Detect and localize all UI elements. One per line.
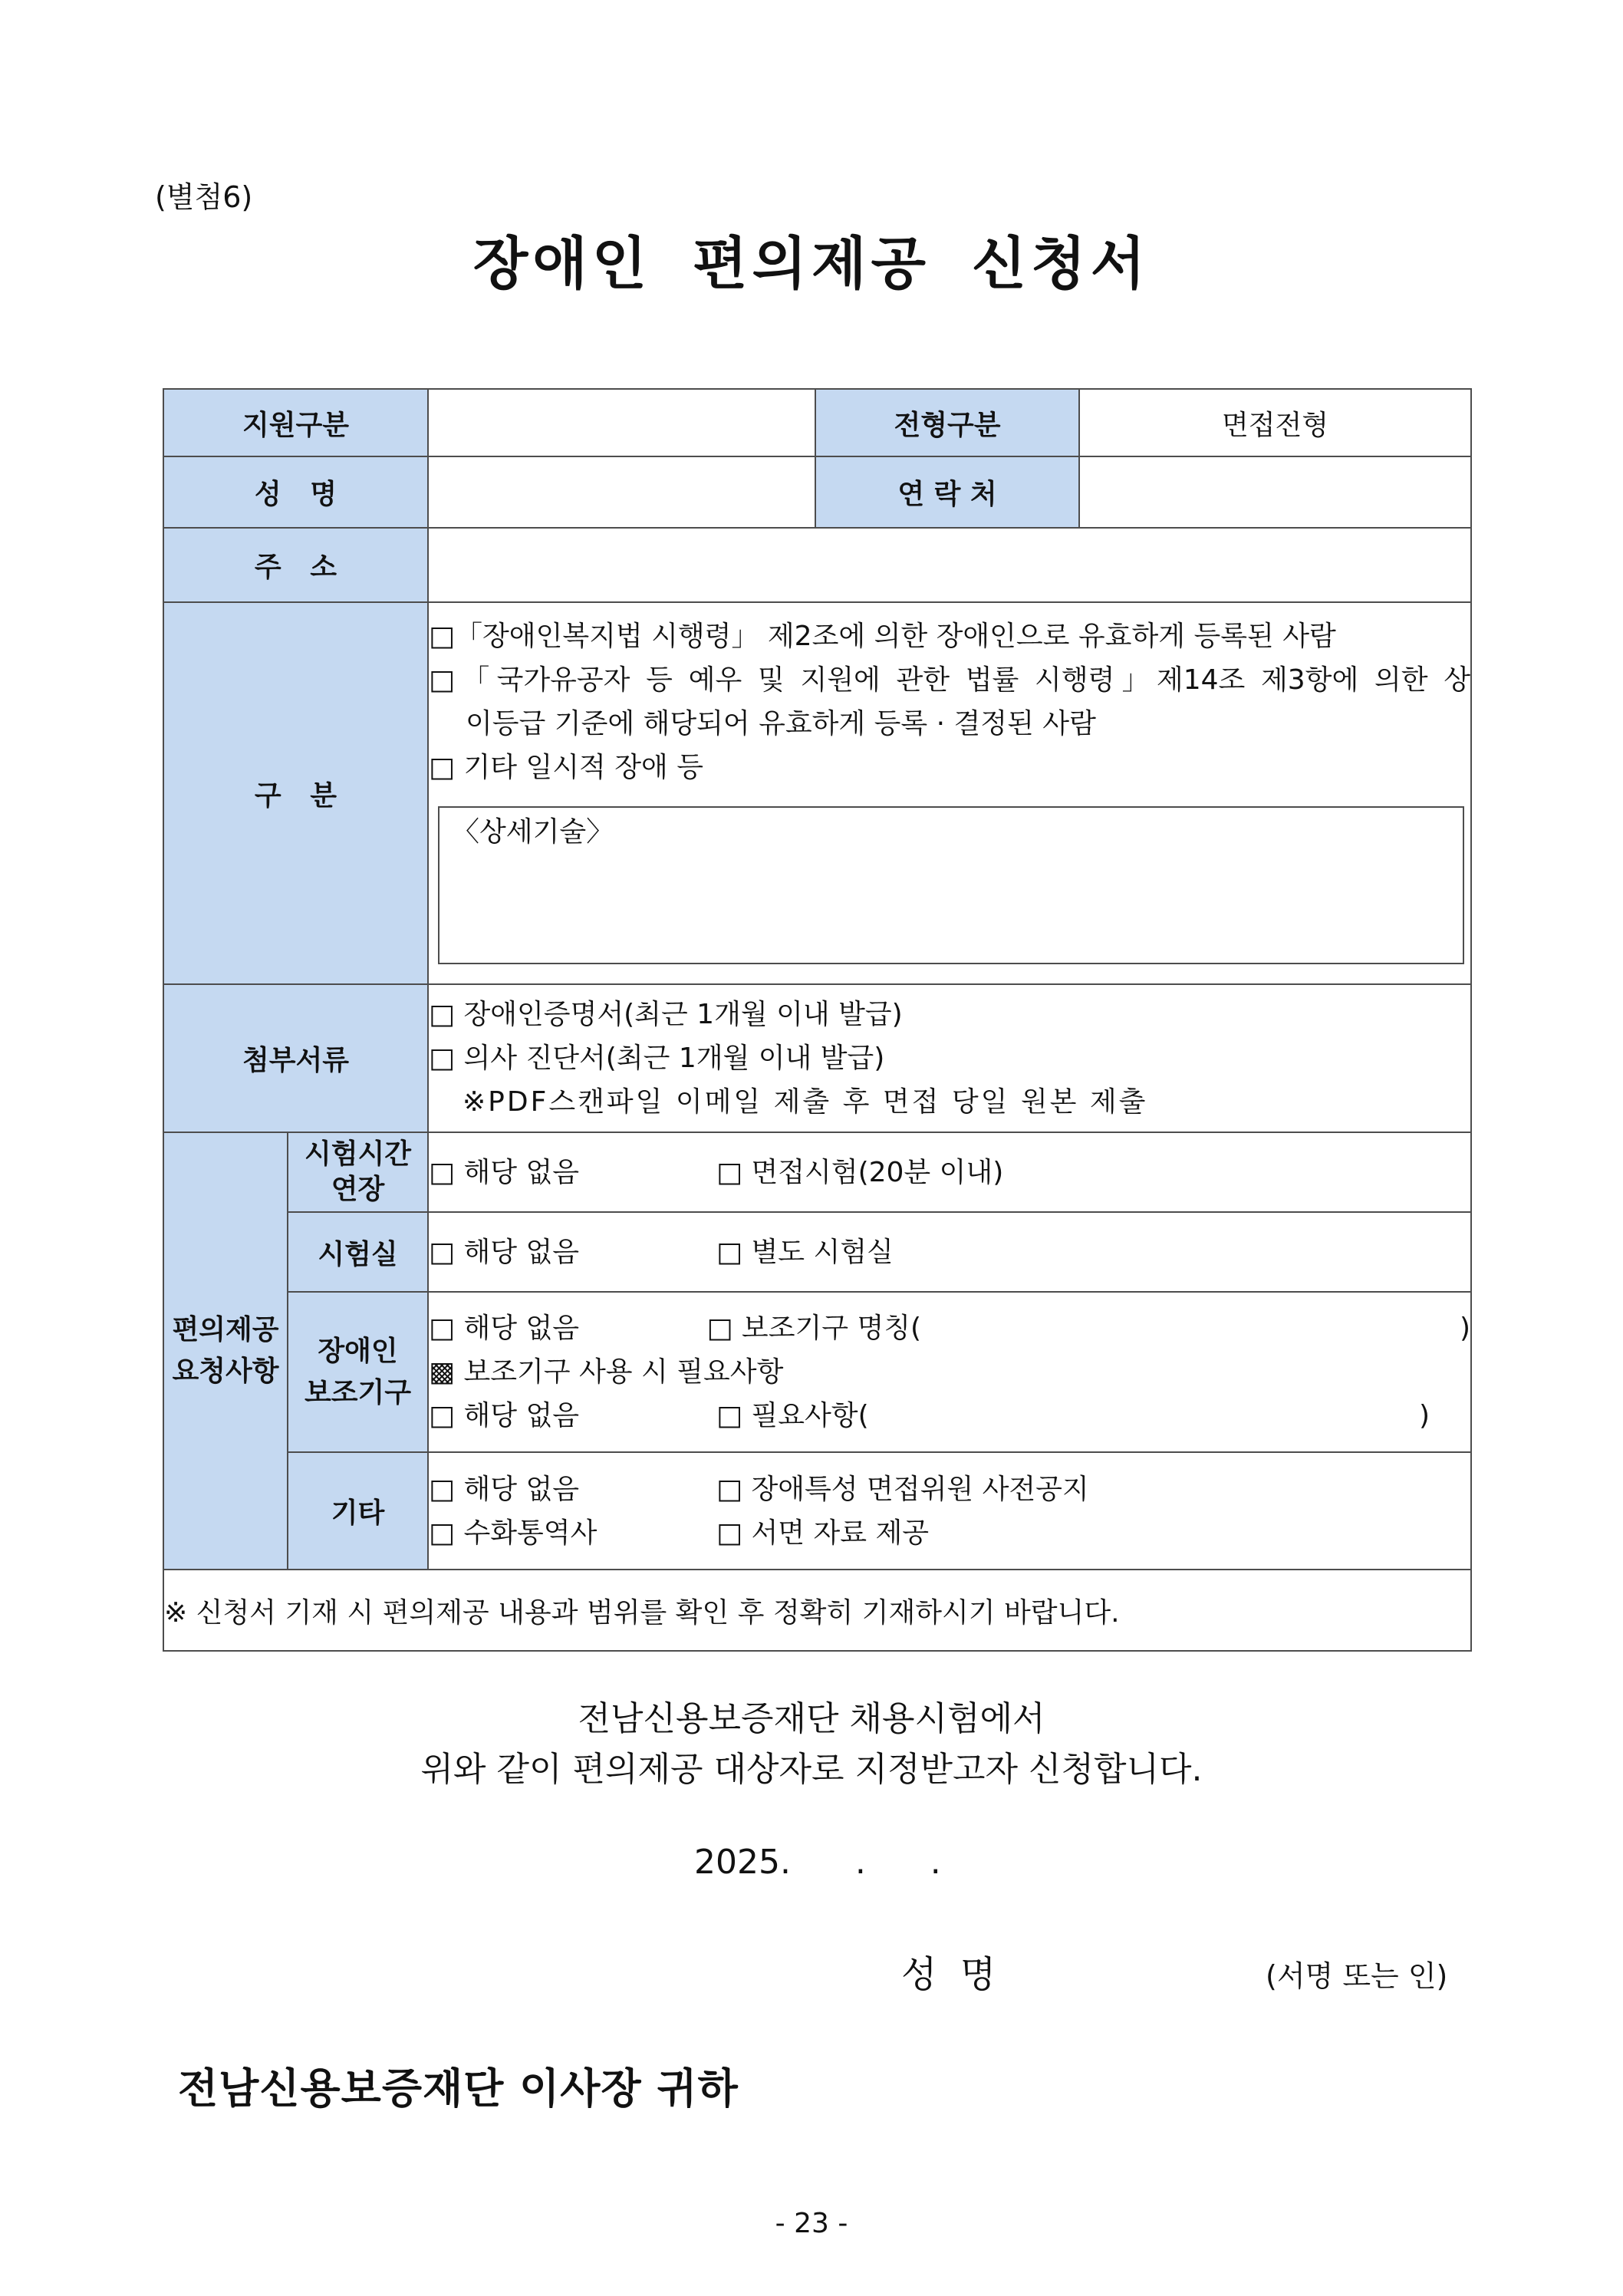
category-option-veterans[interactable]: □「국가유공자 등 예우 및 지원에 관한 법률 시행령」제14조 제3항에 의한 상 <box>429 664 1471 696</box>
field-selection-type[interactable]: 면접전형 <box>1079 389 1471 456</box>
row-applicant-type <box>163 389 1471 456</box>
label-support-category: 지원구분 <box>163 389 428 456</box>
row-note <box>163 1570 1471 1651</box>
label-accommodation-line2: 요청사항 <box>172 1356 279 1387</box>
attachment-medical-certificate[interactable]: □ 의사 진단서(최근 1개월 이내 발급) <box>429 1043 885 1074</box>
assistive-options <box>428 1292 1471 1452</box>
application-form-table <box>163 388 1472 1652</box>
signature-name-label: 성 명 <box>901 1953 996 1996</box>
assistive-need-option-none[interactable]: □ 해당 없음 <box>429 1400 580 1431</box>
attachment-note: ※PDF스캔파일 이메일 제출 후 면접 당일 원본 제출 <box>463 1086 1148 1118</box>
label-exam-time-line2: 연장 <box>331 1174 385 1205</box>
closing-statement <box>0 1694 1623 1795</box>
addressee: 전남신용보증재단 이사장 귀하 <box>178 2064 739 2113</box>
label-assistive-line1: 장애인 <box>318 1335 398 1367</box>
exam-room-option-none[interactable]: □ 해당 없음 <box>429 1236 580 1268</box>
label-other: 기타 <box>288 1452 428 1570</box>
page-number: - 23 - <box>775 2208 848 2239</box>
exam-room-options <box>428 1212 1471 1292</box>
application-date[interactable]: 2025. . . <box>694 1843 941 1882</box>
assistive-device-name-label: □ 보조기구 명칭( <box>706 1313 922 1344</box>
row-category <box>163 602 1471 984</box>
signature-note: (서명 또는 인) <box>1266 1959 1448 1993</box>
label-assistive-devices <box>288 1292 428 1452</box>
category-option-temporary[interactable]: □ 기타 일시적 장애 등 <box>429 752 704 783</box>
assistive-sub-heading: ▩ 보조기구 사용 시 필요사항 <box>429 1356 784 1388</box>
row-exam-time <box>163 1132 1471 1212</box>
row-address <box>163 528 1471 602</box>
other-options <box>428 1452 1471 1570</box>
label-name: 성 명 <box>163 456 428 528</box>
category-option-veterans-cont: 이등급 기준에 해당되어 유효하게 등록 · 결정된 사람 <box>466 708 1096 740</box>
field-contact[interactable] <box>1079 456 1471 528</box>
exam-time-option-none[interactable]: □ 해당 없음 <box>429 1156 580 1188</box>
row-name-contact <box>163 456 1471 528</box>
form-note: ※ 신청서 기재 시 편의제공 내용과 범위를 확인 후 정확히 기재하시기 바랍니다. <box>163 1570 1471 1651</box>
label-selection-type: 전형구분 <box>815 389 1079 456</box>
closing-line-1: 전남신용보증재단 채용시험에서 <box>578 1699 1045 1738</box>
attachment-label: (별첨6) <box>155 180 253 214</box>
row-other <box>163 1452 1471 1570</box>
assistive-option-none[interactable]: □ 해당 없음 <box>429 1313 580 1344</box>
assistive-needs-blank[interactable] <box>869 1394 1419 1438</box>
other-option-sign-interpreter[interactable]: □ 수화통역사 <box>429 1517 598 1549</box>
page-title <box>0 219 1623 300</box>
row-assistive-devices <box>163 1292 1471 1452</box>
assistive-option-needs[interactable] <box>716 1394 1430 1438</box>
page-title-text: 장애인 편의제공 신청서 <box>472 231 1151 297</box>
category-option-disabled-registered[interactable]: □「장애인복지법 시행령」 제2조에 의한 장애인으로 유효하게 등록된 사람 <box>429 621 1336 652</box>
assistive-device-name-close: ) <box>1459 1313 1471 1344</box>
exam-time-option-20min[interactable]: □ 면접시험(20분 이내) <box>716 1156 1004 1188</box>
detail-description-label: 〈상세기술〉 <box>452 816 614 848</box>
label-contact: 연 락 처 <box>815 456 1079 528</box>
assistive-device-name-blank[interactable] <box>921 1306 1460 1350</box>
closing-line-2: 위와 같이 편의제공 대상자로 지정받고자 신청합니다. <box>420 1750 1203 1789</box>
label-accommodation-line1: 편의제공 <box>172 1314 279 1346</box>
row-attachments <box>163 984 1471 1132</box>
attachment-disability-certificate[interactable]: □ 장애인증명서(최근 1개월 이내 발급) <box>429 999 903 1030</box>
other-option-none[interactable]: □ 해당 없음 <box>429 1473 580 1505</box>
other-option-written-materials[interactable]: □ 서면 자료 제공 <box>716 1517 930 1549</box>
label-exam-time-extension <box>288 1132 428 1212</box>
label-assistive-line2: 보조기구 <box>304 1376 412 1408</box>
field-support-category[interactable] <box>428 389 815 456</box>
exam-time-options <box>428 1132 1471 1212</box>
label-attachments: 첨부서류 <box>163 984 428 1132</box>
label-exam-room: 시험실 <box>288 1212 428 1292</box>
other-option-advance-notice[interactable]: □ 장애특성 면접위원 사전공지 <box>716 1473 1089 1505</box>
label-exam-time-line1: 시험시간 <box>304 1138 412 1170</box>
category-options <box>428 602 1471 984</box>
label-category: 구 분 <box>163 602 428 984</box>
detail-description-box[interactable] <box>438 806 1464 964</box>
exam-room-option-separate[interactable]: □ 별도 시험실 <box>716 1236 894 1268</box>
assistive-needs-label: □ 필요사항( <box>716 1400 869 1431</box>
label-address: 주 소 <box>163 528 428 602</box>
assistive-option-device-name[interactable] <box>706 1306 1470 1350</box>
field-name[interactable] <box>428 456 815 528</box>
row-exam-room <box>163 1212 1471 1292</box>
attachments-options <box>428 984 1471 1132</box>
label-accommodation-requests <box>163 1132 288 1570</box>
field-address[interactable] <box>428 528 1471 602</box>
assistive-needs-close: ) <box>1418 1400 1430 1431</box>
